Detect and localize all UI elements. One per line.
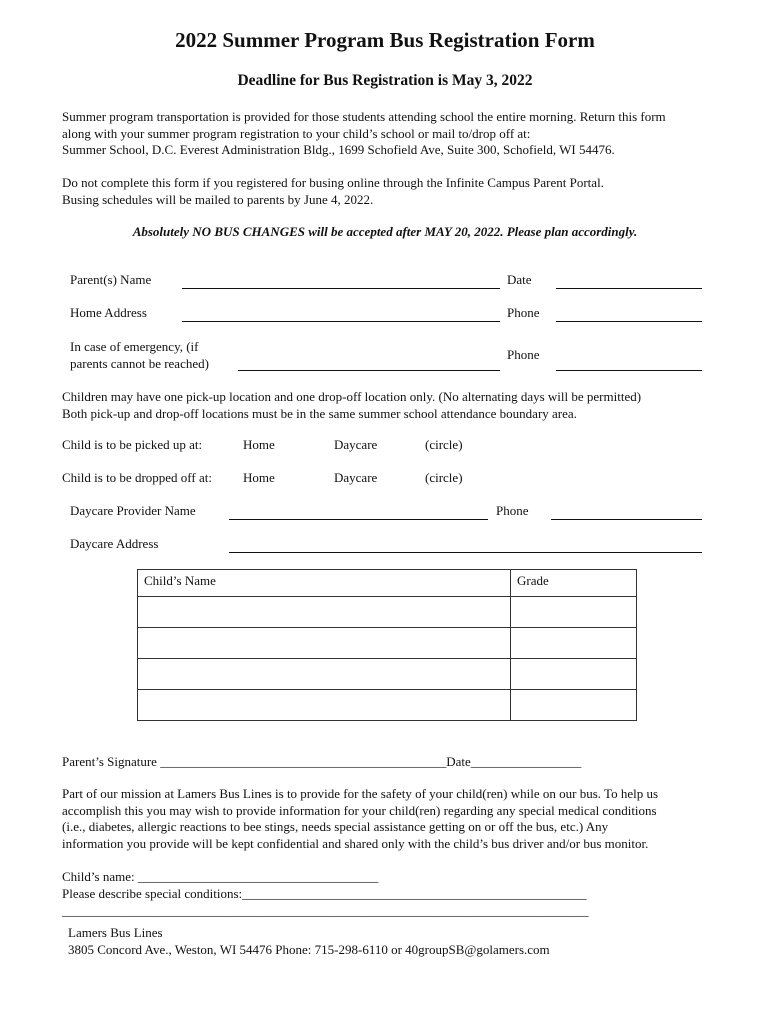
child-name-medical-field[interactable]: Child’s name: _____________________________________ [62, 869, 379, 884]
emergency-contact-field[interactable] [238, 370, 500, 371]
special-conditions-extra-line[interactable]: _________________________________________________________________________________ [62, 903, 589, 918]
intro-line: along with your summer program registration to your child’s school or mail to/drop off at: [62, 125, 531, 141]
child-name-cell[interactable] [138, 659, 511, 690]
child-name-cell[interactable] [138, 597, 511, 628]
table-row [138, 597, 637, 628]
parent-name-label: Parent(s) Name [70, 272, 152, 287]
phone-label: Phone [507, 305, 540, 320]
dropoff-label: Child is to be dropped off at: [62, 470, 212, 485]
emergency-label [70, 339, 209, 372]
mission-line: information you provide will be kept confidential and shared only with the child’s bus driver and/or bus monitor. [62, 835, 649, 851]
grade-cell[interactable] [511, 597, 637, 628]
date-field[interactable] [556, 288, 702, 289]
grade-header: Grade [511, 570, 637, 597]
mission-line: accomplish this you may wish to provide information for your child(ren) regarding any special medical conditions [62, 802, 657, 818]
footer-company: Lamers Bus Lines [68, 925, 163, 940]
mission-line: Part of our mission at Lamers Bus Lines is to provide for the safety of your child(ren) while on our bus. To help us [62, 786, 659, 801]
child-name-cell[interactable] [138, 628, 511, 659]
table-row [138, 659, 637, 690]
mission-paragraph [62, 786, 658, 852]
portal-note-line: Do not complete this form if you registered for busing online through the Infinite Campus Parent Portal. [62, 175, 604, 190]
childs-name-header: Child’s Name [138, 570, 511, 597]
children-table [137, 569, 637, 721]
footer-contact: 3805 Concord Ave., Weston, WI 54476 Phone: 715-298-6110 or 40groupSB@golamers.com [68, 942, 550, 957]
pickup-label: Child is to be picked up at: [62, 437, 203, 452]
emergency-phone-field[interactable] [556, 370, 702, 371]
location-note [62, 389, 641, 422]
parent-name-field[interactable] [182, 288, 500, 289]
home-address-field[interactable] [182, 321, 500, 322]
dropoff-option-daycare[interactable]: Daycare [334, 470, 378, 485]
date-label: Date [507, 272, 532, 287]
daycare-provider-field[interactable] [229, 519, 488, 520]
dropoff-option-home[interactable]: Home [243, 470, 275, 485]
phone-field[interactable] [556, 321, 702, 322]
daycare-address-label: Daycare Address [70, 536, 159, 551]
grade-cell[interactable] [511, 628, 637, 659]
intro-paragraph [62, 109, 666, 159]
pickup-option-daycare[interactable]: Daycare [334, 437, 378, 452]
location-note-line: Children may have one pick-up location and one drop-off location only. (No alternating days will be permitted) [62, 389, 642, 404]
portal-note-line: Busing schedules will be mailed to parents by June 4, 2022. [62, 191, 374, 207]
mission-line: (i.e., diabetes, allergic reactions to bee stings, needs special assistance getting on or off the bus, etc.) Any [62, 819, 609, 834]
table-row [138, 690, 637, 721]
home-address-label: Home Address [70, 305, 147, 320]
emergency-label-line: parents cannot be reached) [70, 355, 209, 371]
bus-change-notice: Absolutely NO BUS CHANGES will be accepted after MAY 20, 2022. Please plan accordingly. [132, 224, 638, 239]
grade-cell[interactable] [511, 690, 637, 721]
daycare-phone-label: Phone [496, 503, 529, 518]
location-note-line: Both pick-up and drop-off locations must be in the same summer school attendance boundary area. [62, 405, 577, 421]
grade-cell[interactable] [511, 659, 637, 690]
daycare-address-field[interactable] [229, 552, 702, 553]
special-conditions-field[interactable]: Please describe special conditions:_____________________________________________________ [62, 886, 587, 901]
table-header-row [138, 570, 637, 597]
dropoff-circle-hint: (circle) [425, 470, 463, 485]
table-row [138, 628, 637, 659]
emergency-label-line: In case of emergency, (if [70, 339, 199, 354]
parent-signature-line[interactable]: Parent’s Signature ____________________________________________Date_________________ [62, 754, 582, 769]
pickup-option-home[interactable]: Home [243, 437, 275, 452]
intro-line: Summer School, D.C. Everest Administration Bldg., 1699 Schofield Ave, Suite 300, Schofield, WI 54476. [62, 142, 615, 157]
form-title: 2022 Summer Program Bus Registration Form [175, 28, 595, 52]
daycare-provider-label: Daycare Provider Name [70, 503, 196, 518]
daycare-phone-field[interactable] [551, 519, 702, 520]
footer [68, 924, 550, 958]
child-name-cell[interactable] [138, 690, 511, 721]
pickup-circle-hint: (circle) [425, 437, 463, 452]
intro-line: Summer program transportation is provided for those students attending school the entire morning. Return this form [62, 109, 666, 124]
portal-note [62, 175, 604, 208]
deadline-subtitle: Deadline for Bus Registration is May 3, 2022 [237, 72, 533, 89]
emergency-phone-label: Phone [507, 347, 540, 362]
